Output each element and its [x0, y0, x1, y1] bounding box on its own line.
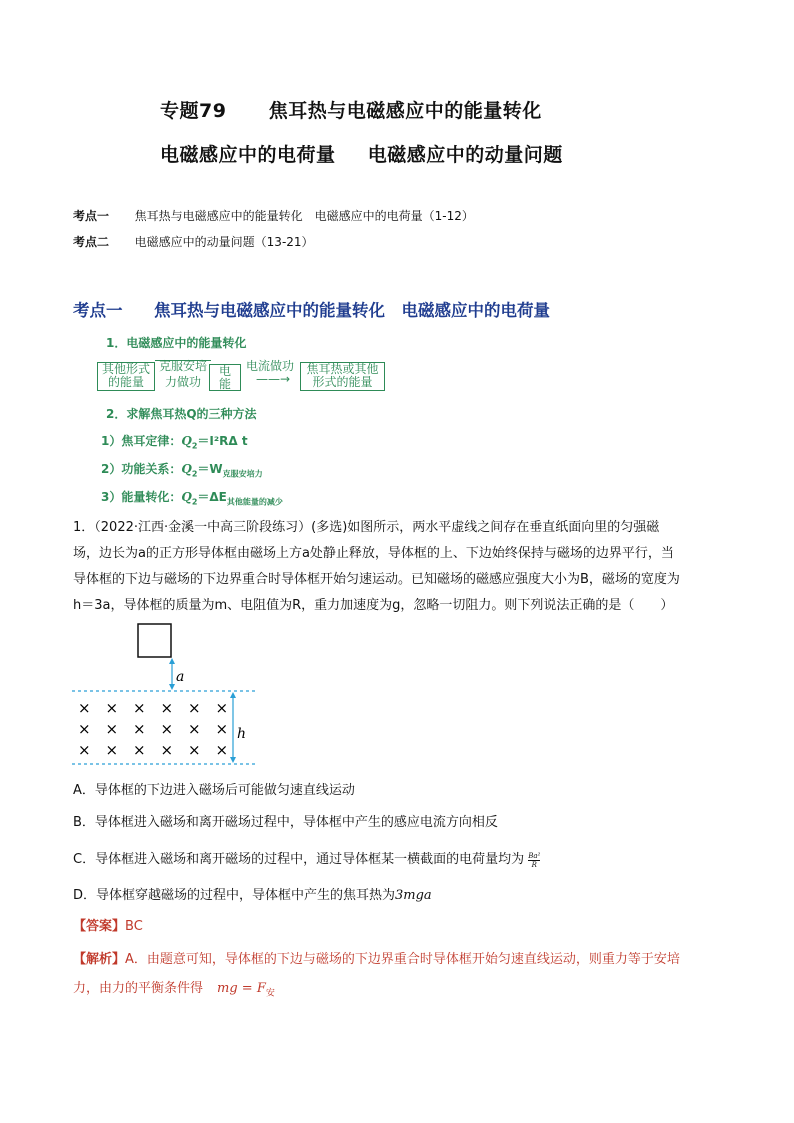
method-3 — [101, 488, 283, 507]
flow-box-joule — [300, 362, 385, 391]
option-c-text: C．导体框进入磁场和离开磁场的过程中，通过导体框某一横截面的电荷量均为 — [73, 852, 525, 867]
flow-arrow-label: 电流做功 — [246, 359, 295, 373]
method-note: 其他能量的减少 — [226, 497, 283, 507]
title-text-2b: 电磁感应中的动量问题 — [367, 144, 563, 166]
question-line: 导体框的下边与磁场的下边界重合时导体框开始匀速运动。已知磁场的磁感应强度大小为B，磁场的宽度为 — [73, 572, 680, 587]
page-title-line2 — [160, 140, 563, 167]
flow-arrow: ——→ — [256, 372, 291, 386]
flow-box-text: 能 — [218, 377, 231, 391]
arrowhead-down — [169, 684, 175, 690]
page-title-line1 — [160, 96, 542, 123]
magnetic-field-figure — [70, 618, 260, 768]
analysis-text: A．由题意可知，导体框的下边与磁场的下边界重合时导体框开始匀速直线运动，则重力等于安培 — [125, 952, 680, 967]
method-label: 2）功能关系： — [101, 462, 182, 476]
question-line: h＝3a，导体框的质量为m、电阻值为R，重力加速度为g，忽略一切阻力。则下列说法正确的是（ ） — [73, 598, 674, 613]
title-text-1: 焦耳热与电磁感应中的能量转化 — [268, 100, 542, 122]
field-cross: × — [188, 699, 201, 717]
fraction — [528, 852, 540, 869]
section-heading — [73, 297, 550, 321]
analysis-formula: mg = F — [217, 981, 266, 996]
analysis-line — [73, 945, 680, 974]
field-cross: × — [160, 699, 174, 717]
toc-tag: 考点二 — [73, 235, 110, 249]
field-cross: × — [78, 699, 91, 717]
option-d-value: 3mga — [395, 888, 432, 903]
toc-text: 焦耳热与电磁感应中的能量转化 电磁感应中的电荷量（1-12） — [134, 209, 474, 223]
option-d-text: D．导体框穿越磁场的过程中，导体框中产生的焦耳热为 — [73, 888, 396, 903]
field-cross: × — [78, 720, 91, 738]
method-formula: Q — [181, 490, 192, 504]
field-cross: × — [215, 720, 229, 738]
label-a: a — [176, 669, 185, 685]
subheading-methods: 2．求解焦耳热Q的三种方法 — [106, 407, 257, 421]
answer-label: 【答案】 — [73, 919, 126, 934]
field-cross: × — [188, 720, 201, 738]
section-tag: 考点一 — [73, 301, 123, 320]
question-stem — [73, 515, 680, 619]
method-note: 克服安培力 — [222, 469, 263, 479]
answer-line — [73, 915, 143, 934]
question-line: 场，边长为a的正方形导体框由磁场上方a处静止释放，导体框的上、下边始终保持与磁场的边界平行，当 — [73, 546, 674, 561]
toc-item-2[interactable] — [73, 233, 314, 250]
flow-box-other-energy — [97, 362, 155, 391]
magnetic-field-crosses — [78, 699, 228, 759]
flow-box-text: 的能量 — [107, 375, 144, 389]
field-cross: × — [105, 741, 119, 759]
option-b[interactable]: B．导体框进入磁场和离开磁场过程中，导体框中产生的感应电流方向相反 — [73, 815, 498, 830]
subheading-energy: 1．电磁感应中的能量转化 — [106, 336, 247, 350]
conductor-square — [138, 624, 171, 657]
title-number: 专题79 — [160, 100, 227, 122]
field-cross: × — [215, 699, 229, 717]
field-cross: × — [78, 741, 91, 759]
analysis-formula-sub: 安 — [265, 988, 275, 999]
arrowhead-up — [230, 692, 236, 698]
analysis-text: 力，由力的平衡条件得 — [73, 981, 204, 996]
field-cross: × — [188, 741, 201, 759]
flow-box-work — [155, 360, 211, 389]
question-line: 1．（2022·江西·金溪一中高三阶段练习）(多选)如图所示，两水平虚线之间存在垂直纸面向里的匀强磁 — [73, 520, 660, 535]
method-1 — [101, 432, 248, 450]
label-h: h — [237, 726, 247, 742]
field-cross: × — [160, 741, 174, 759]
analysis-block — [73, 945, 680, 1009]
method-formula: Q — [181, 462, 192, 476]
field-cross: × — [133, 741, 146, 759]
flow-box-text: 力做功 — [164, 375, 201, 389]
toc-text: 电磁感应中的动量问题（13-21） — [134, 235, 314, 249]
flow-line — [155, 360, 211, 361]
option-a[interactable]: A．导体框的下边进入磁场后可能做匀速直线运动 — [73, 783, 355, 798]
fraction-numerator: Ba² — [528, 852, 541, 860]
field-cross: × — [133, 720, 146, 738]
analysis-label: 【解析】 — [73, 952, 126, 967]
arrowhead-down — [230, 757, 236, 763]
method-formula-rest: ＝ΔE — [197, 490, 227, 504]
flow-box-text: 其他形式 — [101, 362, 150, 376]
method-2 — [101, 460, 263, 479]
arrowhead-up — [169, 658, 175, 664]
method-formula-rest: ＝I²RΔ t — [197, 434, 248, 448]
section-title: 焦耳热与电磁感应中的能量转化 电磁感应中的电荷量 — [154, 301, 550, 320]
flow-box-text: 形式的能量 — [312, 375, 373, 389]
method-subscript: 2 — [191, 441, 198, 451]
field-cross: × — [105, 699, 119, 717]
toc-item-1[interactable] — [73, 207, 474, 224]
analysis-line — [73, 974, 680, 1009]
field-cross: × — [215, 741, 229, 759]
toc-tag: 考点一 — [73, 209, 110, 223]
method-subscript: 2 — [191, 469, 198, 479]
flow-box-text: 电 — [218, 364, 231, 378]
method-label: 1）焦耳定律： — [101, 434, 182, 448]
method-label: 3）能量转化： — [101, 490, 182, 504]
field-cross: × — [105, 720, 119, 738]
method-formula-rest: ＝W — [197, 462, 223, 476]
option-c[interactable] — [73, 848, 540, 869]
fraction-denominator: R — [531, 861, 537, 869]
option-d[interactable] — [73, 884, 432, 903]
flow-box-text: 焦耳热或其他 — [306, 362, 379, 376]
title-text-2a: 电磁感应中的电荷量 — [160, 144, 336, 166]
method-formula: Q — [181, 434, 192, 448]
method-subscript: 2 — [191, 497, 198, 507]
flow-box-electric — [209, 364, 241, 391]
flow-box-text: 克服安培 — [158, 359, 207, 373]
answer-value: BC — [125, 919, 143, 934]
field-cross: × — [160, 720, 174, 738]
field-cross: × — [133, 699, 146, 717]
